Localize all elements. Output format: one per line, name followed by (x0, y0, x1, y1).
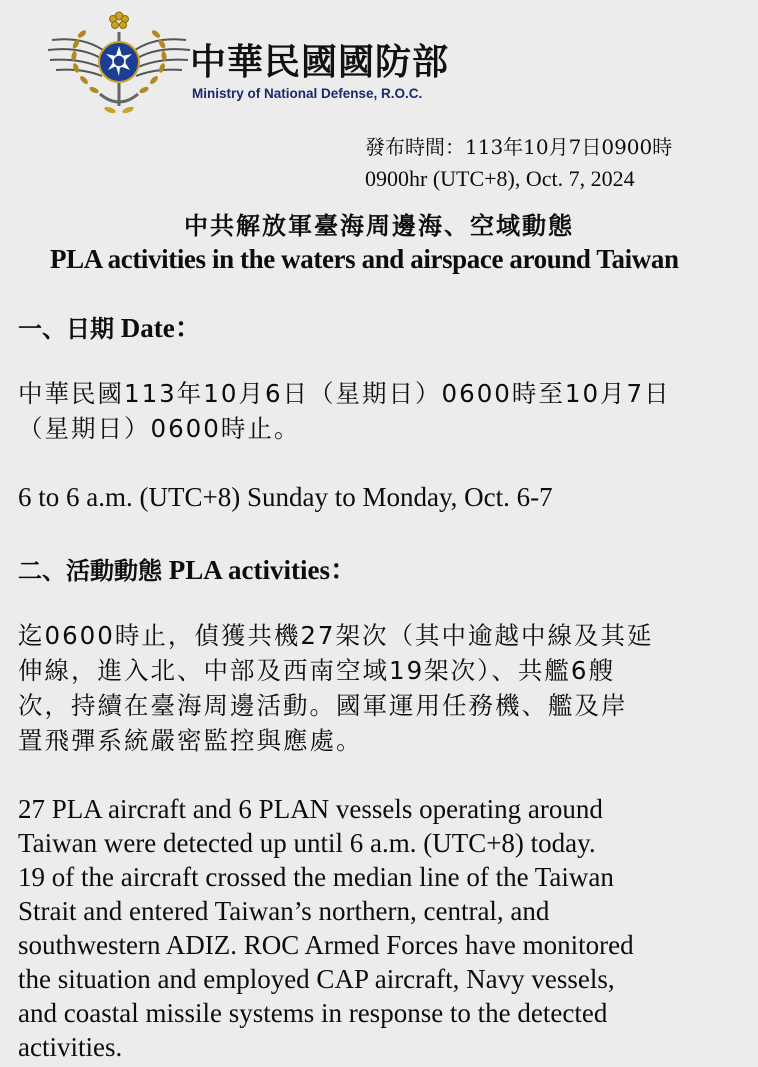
ministry-name-zh: 中華民國國防部 (190, 42, 450, 83)
ministry-header (44, 6, 494, 118)
section-date-heading-en: Date： (114, 313, 202, 343)
activities-body-zh (18, 618, 758, 758)
activities-body-en-line: activities. (18, 1032, 123, 1062)
activities-body-en-line: 27 PLA aircraft and 6 PLAN vessels operating around (18, 794, 603, 824)
activities-body-zh-line: 伸線，進入北、中部及西南空域19架次）、共艦6艘 (18, 656, 616, 685)
section-date-heading (18, 306, 202, 345)
activities-body-zh-line: 次，持續在臺海周邊活動。國軍運用任務機、艦及岸 (18, 691, 628, 720)
release-time-zh: 發布時間：113年10月7日0900時 (365, 135, 673, 159)
section-activities-heading-zh: 二、活動動態 (18, 557, 162, 585)
release-time-en: 0900hr (UTC+8), Oct. 7, 2024 (365, 166, 635, 191)
date-body-zh-line: 中華民國113年10月6日（星期日）0600時至10月7日 (18, 379, 671, 408)
activities-body-en-line: southwestern ADIZ. ROC Armed Forces have monitored (18, 930, 634, 960)
date-body-zh (18, 376, 758, 446)
activities-body-en-line: Taiwan were detected up until 6 a.m. (UTC+8) today. (18, 828, 596, 858)
activities-body-en-line: 19 of the aircraft crossed the median line of the Taiwan (18, 862, 614, 892)
page-title-en: PLA activities in the waters and airspace around Taiwan (50, 244, 679, 274)
section-activities-heading-en: PLA activities： (162, 555, 357, 585)
date-body-en: 6 to 6 a.m. (UTC+8) Sunday to Monday, Oct. 6-7 (18, 482, 553, 512)
activities-body-en-line: the situation and employed CAP aircraft, Navy vessels, (18, 964, 615, 994)
activities-body-en-line: and coastal missile systems in response to the detected (18, 998, 608, 1028)
activities-body-zh-line: 置飛彈系統嚴密監控與應處。 (18, 726, 363, 755)
activities-body-zh-line: 迄0600時止，偵獲共機27架次（其中逾越中線及其延 (18, 621, 654, 650)
page-title-zh: 中共解放軍臺海周邊海、空域動態 (184, 212, 574, 240)
section-date-heading-zh: 一、日期 (18, 315, 114, 343)
release-time (365, 132, 672, 194)
ministry-emblem-icon (44, 6, 194, 118)
section-activities-heading (18, 548, 357, 587)
date-body-zh-line: （星期日）0600時止。 (18, 414, 301, 443)
ministry-name-en: Ministry of National Defense, R.O.C. (192, 86, 423, 101)
activities-body-en (18, 792, 758, 1064)
activities-body-en-line: Strait and entered Taiwan’s northern, central, and (18, 896, 550, 926)
